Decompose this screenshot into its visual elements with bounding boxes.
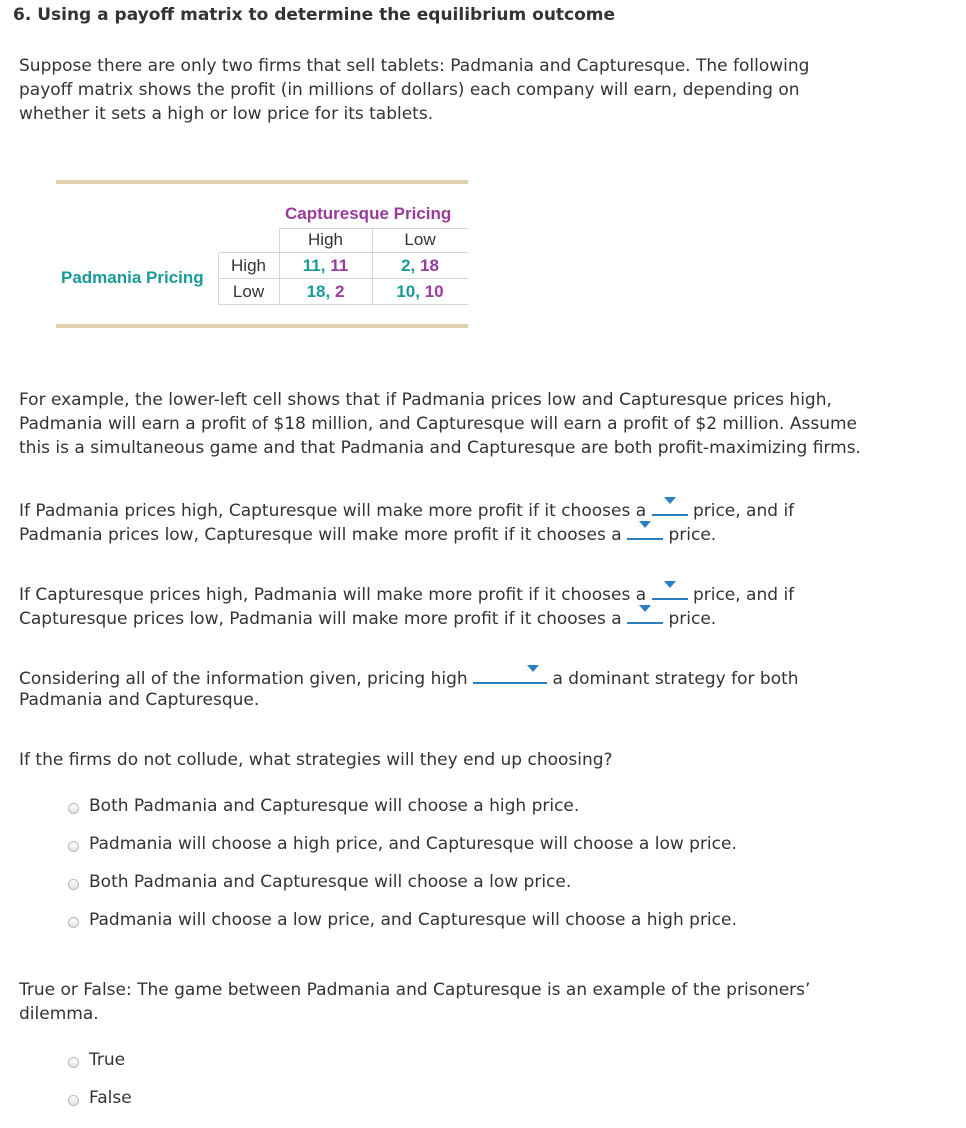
q2-dropdown-1[interactable] (652, 580, 688, 600)
intro-line-2: payoff matrix shows the profit (in millions of dollars) each company will earn, depending on (19, 80, 800, 100)
q4-option-4[interactable]: Padmania will choose a low price, and Capturesque will choose a high price. (89, 910, 737, 930)
q4-radio-1[interactable] (68, 803, 79, 814)
q1-line-1: If Padmania prices high, Capturesque will make more profit if it chooses a price, and if (19, 496, 794, 523)
example-line-1: For example, the lower-left cell shows that if Padmania prices low and Capturesque prices high, (19, 390, 832, 410)
matrix-top-rule (56, 180, 468, 184)
q5-radio-true[interactable] (68, 1057, 79, 1068)
row-high-header: High (231, 256, 266, 275)
q3-dropdown[interactable] (473, 664, 547, 684)
q3-line-1: Considering all of the information given, pricing high a dominant strategy for both (19, 664, 799, 691)
q5-radio-false[interactable] (68, 1095, 79, 1106)
q4-prompt: If the firms do not collude, what strategies will they end up choosing? (19, 750, 613, 770)
q1-line-2: Padmania prices low, Capturesque will make more profit if it chooses a price. (19, 520, 716, 547)
q3-line-2: Padmania and Capturesque. (19, 690, 260, 710)
q4-radio-4[interactable] (68, 917, 79, 928)
intro-line-3: whether it sets a high or low price for its tablets. (19, 104, 434, 124)
grid-line (279, 228, 468, 229)
cell-low-high: 18, 2 (306, 282, 345, 301)
chevron-down-icon (639, 521, 651, 528)
q4-radio-2[interactable] (68, 841, 79, 852)
q5-prompt-line-1: True or False: The game between Padmania and Capturesque is an example of the prisoners’ (19, 980, 811, 1000)
q5-option-false[interactable]: False (89, 1088, 132, 1108)
q4-option-2[interactable]: Padmania will choose a high price, and Capturesque will choose a low price. (89, 834, 737, 854)
col-player-label: Capturesque Pricing (285, 204, 452, 223)
cell-high-high: 11, 11 (302, 256, 349, 275)
chevron-down-icon (639, 605, 651, 612)
q2-line-2: Capturesque prices low, Padmania will make more profit if it chooses a price. (19, 604, 716, 631)
q4-option-3[interactable]: Both Padmania and Capturesque will choose a low price. (89, 872, 572, 892)
q2-line-1: If Capturesque prices high, Padmania will make more profit if it chooses a price, and if (19, 580, 794, 607)
q1-dropdown-2[interactable] (627, 520, 663, 540)
q4-option-1[interactable]: Both Padmania and Capturesque will choose a high price. (89, 796, 580, 816)
chevron-down-icon (664, 581, 676, 588)
chevron-down-icon (527, 665, 539, 672)
q4-radio-3[interactable] (68, 879, 79, 890)
grid-line (218, 278, 468, 279)
example-line-3: this is a simultaneous game and that Padmania and Capturesque are both profit-maximizing firms. (19, 438, 861, 458)
cell-low-low: 10, 10 (396, 282, 444, 301)
grid-line (218, 304, 468, 305)
q2-dropdown-2[interactable] (627, 604, 663, 624)
col-low-header: Low (404, 230, 436, 249)
grid-line (218, 252, 468, 253)
cell-high-low: 2, 18 (401, 256, 439, 275)
chevron-down-icon (664, 497, 676, 504)
q1-dropdown-1[interactable] (652, 496, 688, 516)
row-player-label: Padmania Pricing (61, 268, 204, 287)
example-line-2: Padmania will earn a profit of $18 million, and Capturesque will earn a profit of $2 million. Assume (19, 414, 857, 434)
q5-option-true[interactable]: True (89, 1050, 126, 1070)
col-high-header: High (308, 230, 343, 249)
row-low-header: Low (232, 282, 265, 301)
intro-line-1: Suppose there are only two firms that sell tablets: Padmania and Capturesque. The following (19, 56, 810, 76)
question-title: 6. Using a payoff matrix to determine the equilibrium outcome (13, 5, 616, 25)
matrix-bottom-rule (56, 324, 468, 328)
q5-prompt-line-2: dilemma. (19, 1004, 99, 1024)
